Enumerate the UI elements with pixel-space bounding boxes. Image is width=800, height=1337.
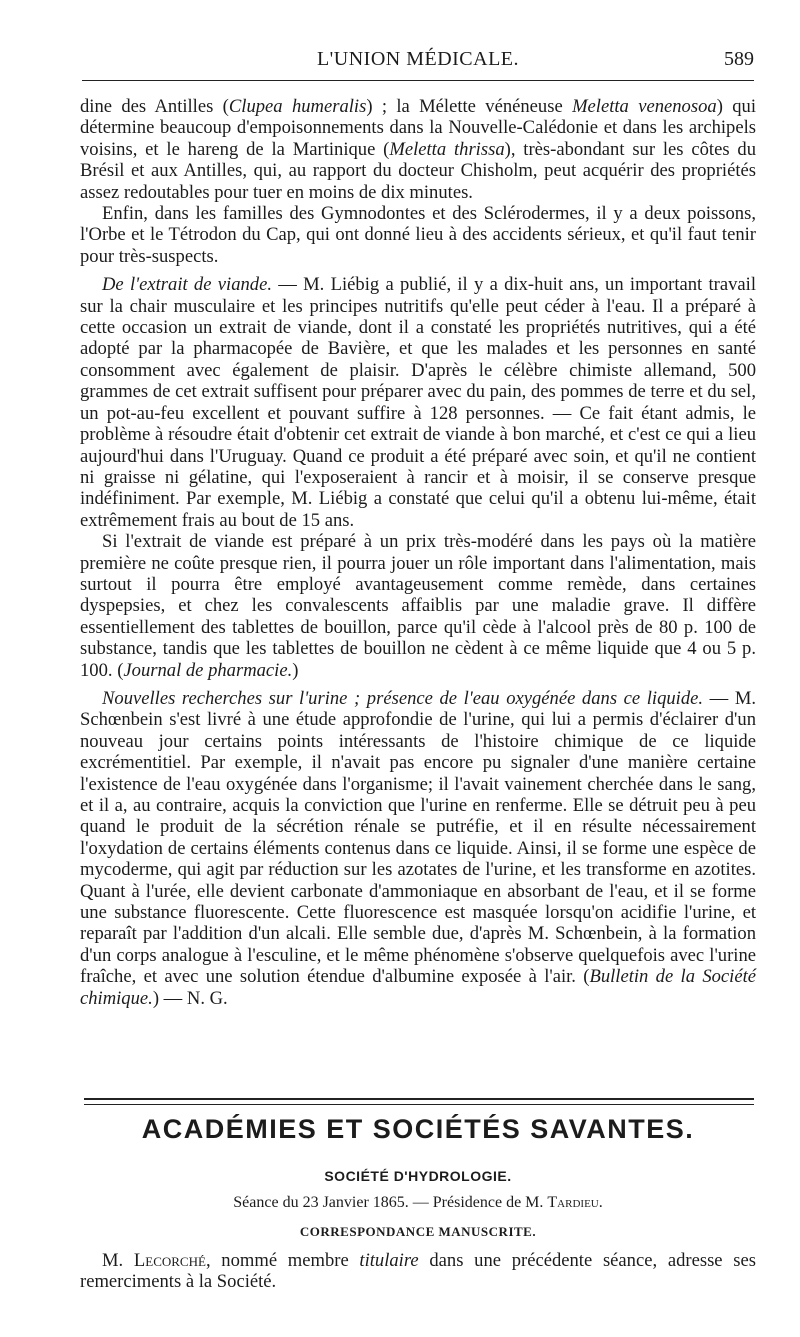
text-run: dine des Antilles ( — [80, 96, 229, 117]
species-name: Clupea humeralis — [228, 96, 367, 117]
text-run: ) ; la Mélette vénéneuse — [366, 96, 573, 117]
paragraph-extrait-prix — [80, 531, 756, 681]
paragraph-fish-list — [80, 96, 756, 203]
text-run: — M. Schœnbein s'est livré à une étude approfondie de l'urine, qui lui a permis d'éclairer d'un nouveau jour certains points intéressants de l'histoire chimique de ce liquide excrémentitiel. Par exemple, il n'avait pas encore pu signaler d'une manière certaine l'existence de l'eau oxygénée dans l'organisme; il l'avait vainement cherchée dans le sang, et il a, au contraire, acquis la conviction que l'urine en renferme. Elle se détruit peu à peu quand le produit de la sécrétion rénale se putréfie, et il en résulte nécessairement l'oxydation de certains éléments contenus dans ce liquide. Ainsi, il se forme une espèce de mycoderme, qui agit par réduction sur les azotates de l'urine, et les transforme en azotites. Quant à l'urée, elle devient carbonate d'ammoniaque en absorbant de l'eau, et il se forme une substance fluorescente. Cette fluorescence est masquée lorsqu'on acidifie l'urine, et reparaît par l'addition d'un alcali. Elle semble due, d'après M. Schœnbein, à la formation d'un corps analogue à l'esculine, et le même phénomène s'observe quelquefois avec l'urine fraîche, et avec une solution étendue d'albumine exposée à l'air. ( — [80, 687, 757, 988]
journal-title: L'UNION MÉDICALE. — [316, 48, 520, 70]
article-heading: Nouvelles recherches sur l'urine ; présence de l'eau oxygénée dans ce liquide. — [102, 687, 704, 709]
article-heading: De l'extrait de viande. — [102, 274, 272, 296]
text-run: Si l'extrait de viande est préparé à un prix très-modéré dans les pays où la matière première ne coûte presque rien, il pourra jouer un rôle important dans l'alimentation, mais surtout il pourra être employé avantageusement comme remède, dans certaines dyspepsies, et chez les convalescents affaiblis par une maladie grave. Il diffère essentiellement des tablettes de bouillon, parce qu'il cède à l'alcool près de 80 p. 100 de substance, tandis que les tablettes de bouillon ne cèdent à ce même liquide que 4 ou 5 p. 100. ( — [80, 531, 756, 681]
text-run: M. — [102, 1250, 134, 1271]
species-name: Meletta venenosoa — [572, 96, 717, 117]
session-date: Séance du 23 Janvier 1865. — Présidence de M. — [233, 1194, 548, 1211]
species-name: Meletta thrissa — [389, 138, 505, 160]
section-divider — [84, 1098, 754, 1105]
text-run: dans une précédente séance, adresse ses remerciments à la Société. — [80, 1250, 756, 1293]
text-run: ) — [292, 659, 299, 681]
text-run: ) qui détermine beaucoup d'empoisonnements dans la Nouvelle-Calédonie et dans les archipels voisins, et le hareng de la Martinique ( — [80, 96, 756, 160]
subheading: CORRESPONDANCE MANUSCRITE. — [299, 1224, 537, 1239]
text-run: , nommé membre — [205, 1250, 360, 1271]
text-run: ) — N. G. — [152, 987, 228, 1009]
president-name: Tardieu. — [547, 1194, 603, 1211]
paragraph-urine — [80, 688, 756, 1009]
session-line — [82, 1194, 754, 1212]
text-run: ), très-abondant sur les côtes du Brésil et aux Antilles, qui, au rapport du docteur Chisholm, peut acquérir des propriétés assez redoutables pour tuer en moins de dix minutes. — [80, 138, 756, 203]
emphasis: titulaire — [359, 1250, 419, 1271]
text-run: — M. Liébig a publié, il y a dix-huit ans, un important travail sur la chair musculaire et les principes nutritifs qu'elle peut céder à l'eau. Il a préparé à cette occasion un extrait de viande, dont il a constaté les propriétés nutritives, qui a été adopté par la pharmacopée de Bavière, et que les malades et les personnes en santé consomment avec également de plaisir. D'après le célèbre chimiste allemand, 500 grammes de cet extrait suffisent pour préparer avec du pain, des pommes de terre et du sel, un pot-au-feu excellent et pouvant suffire à 128 personnes. — Ce fait étant admis, le problème à résoudre était d'obtenir cet extrait de viande à bon marché, et c'est ce qui a lieu aujourd'hui dans l'Uruguay. Quand ce produit a été préparé avec soin, et qu'il ne contient ni graisse ni gélatine, qui l'exposeraient à rancir et à moisir, il se conserve presque indéfiniment. Par exemple, M. Liébig a constaté que celui qu'il a obtenu lui-même, était extrêmement frais au bout de 15 ans. — [80, 274, 756, 531]
article-body — [80, 96, 756, 1009]
source-citation: Journal de pharmacie. — [123, 659, 293, 681]
member-name: Lecorché — [133, 1250, 206, 1271]
header-rule — [82, 80, 754, 81]
section-title: ACADÉMIES ET SOCIÉTÉS SAVANTES. — [141, 1114, 695, 1144]
society-name: SOCIÉTÉ D'HYDROLOGIE. — [324, 1168, 512, 1184]
paragraph-gymnodontes: Enfin, dans les familles des Gymnodontes et des Sclérodermes, il y a deux poissons, l'Orbe et le Tétrodon du Cap, qui ont donné lieu à des accidents sérieux, et qu'il faut tenir pour très-suspects. — [80, 203, 756, 267]
source-citation: Bulletin de la Société chimique. — [80, 966, 757, 1009]
paragraph-lecorche — [80, 1250, 756, 1293]
paragraph-extrait-viande — [80, 274, 756, 531]
page-number: 589 — [724, 48, 754, 70]
running-header — [82, 44, 754, 74]
